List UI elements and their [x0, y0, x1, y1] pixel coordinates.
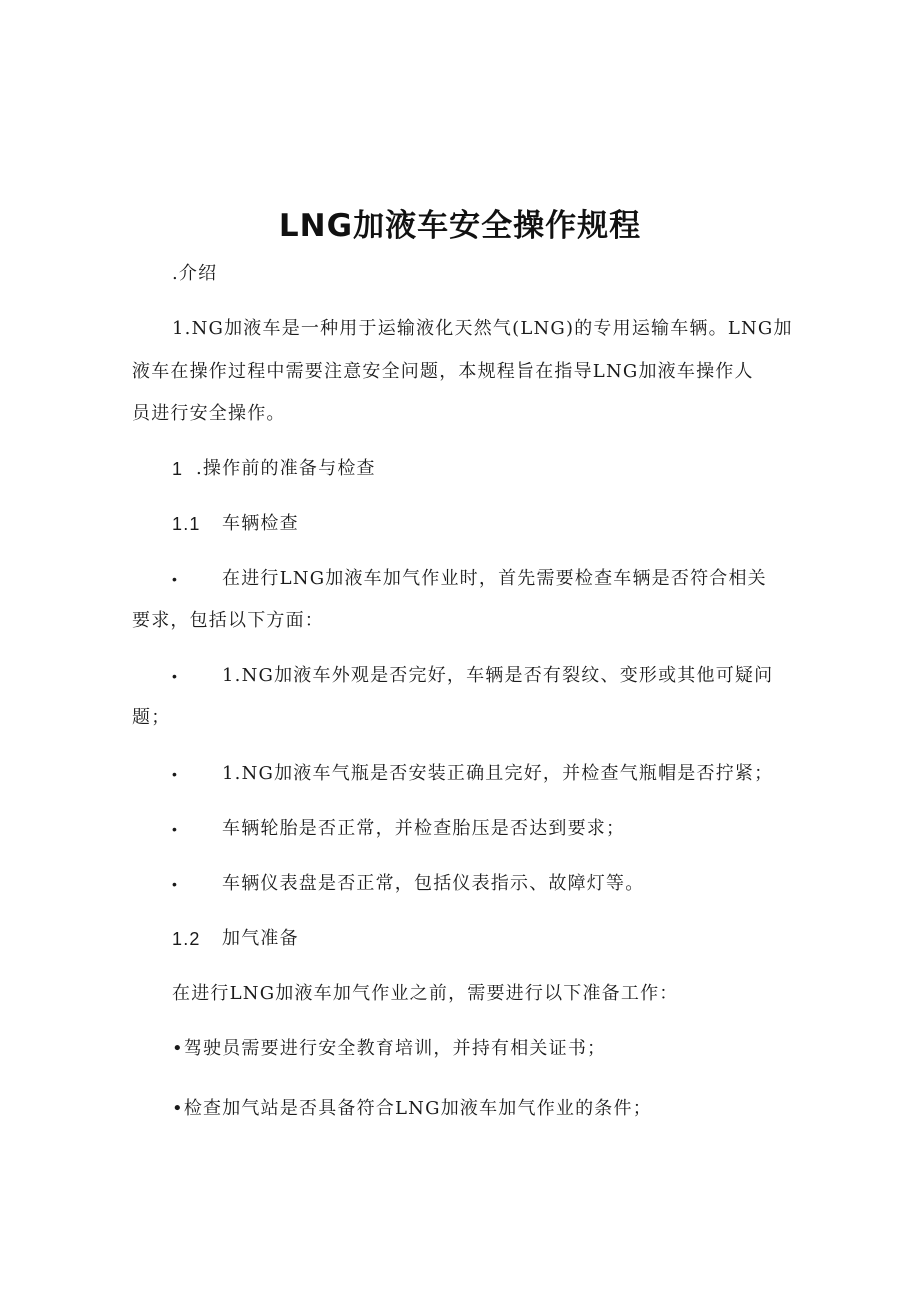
check-item-1-line-1: 1.NG加液车外观是否完好，车辆是否有裂纹、变形或其他可疑问 — [222, 665, 774, 686]
section-1-title: .操作前的准备与检查 — [196, 458, 376, 479]
bullet-icon: • — [172, 876, 177, 892]
intro-paragraph-line-1: 1.NG加液车是一种用于运输液化天然气(LNG)的专用运输车辆。LNG加 — [172, 318, 793, 339]
bullet-icon: • — [172, 766, 177, 782]
document-title: LNG加液车安全操作规程 — [278, 208, 642, 244]
check-item-1-line-2: 题； — [132, 707, 171, 728]
check-item-4: 车辆仪表盘是否正常，包括仪表指示、故障灯等。 — [222, 873, 645, 894]
check-intro-line-2: 要求，包括以下方面： — [132, 610, 324, 631]
section-1-2-title: 加气准备 — [222, 928, 299, 949]
bullet-icon: • — [172, 668, 177, 684]
check-item-2: 1.NG加液车气瓶是否安装正确且完好，并检查气瓶帽是否拧紧； — [222, 763, 774, 784]
check-item-3: 车辆轮胎是否正常，并检查胎压是否达到要求； — [222, 818, 626, 839]
intro-paragraph-line-2: 液车在操作过程中需要注意安全问题，本规程旨在指导LNG加液车操作人 — [132, 361, 754, 382]
section-1-1-number: 1.1 — [172, 514, 201, 534]
section-1-2-number: 1.2 — [172, 929, 201, 949]
bullet-icon: • — [172, 821, 177, 837]
prep-intro: 在进行LNG加液车加气作业之前，需要进行以下准备工作： — [172, 983, 679, 1004]
prep-item-2: •检查加气站是否具备符合LNG加液车加气作业的条件； — [172, 1098, 652, 1119]
section-1-1-title: 车辆检查 — [222, 513, 299, 534]
section-1-number: 1 — [172, 459, 184, 479]
check-intro-line-1: 在进行LNG加液车加气作业时，首先需要检查车辆是否符合相关 — [222, 568, 767, 589]
prep-item-1: •驾驶员需要进行安全教育培训，并持有相关证书； — [172, 1038, 607, 1059]
intro-heading: .介绍 — [172, 263, 218, 284]
bullet-icon: • — [172, 571, 177, 587]
intro-paragraph-line-3: 员进行安全操作。 — [132, 403, 286, 424]
